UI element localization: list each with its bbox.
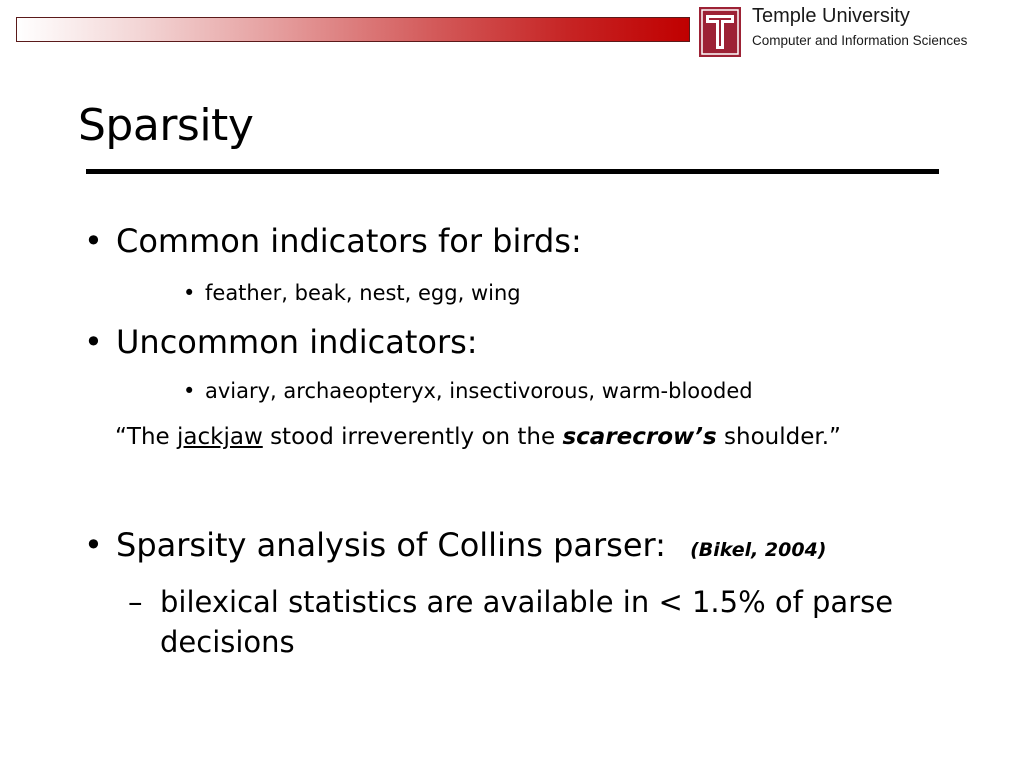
quote-close: shoulder.” — [716, 424, 841, 450]
bullet-collins-sparsity — [84, 526, 827, 564]
citation: (Bikel, 2004) — [690, 539, 827, 561]
bullet-text: aviary, archaeopteryx, insectivorous, warm-blooded — [205, 379, 753, 403]
quote-emphasis-suffix: s — [703, 424, 717, 450]
dash-text: bilexical statistics are available in < 1.5% of parse decisions — [160, 585, 894, 659]
bullet-text: feather, beak, nest, egg, wing — [205, 281, 521, 305]
institution-name: Temple University — [752, 5, 910, 27]
sub-bullet-uncommon-examples — [183, 379, 753, 403]
bullet-text: Common indicators for birds: — [116, 222, 582, 260]
header-gradient-bar — [16, 17, 690, 42]
bullet-text: Sparsity analysis of Collins parser: — [116, 526, 666, 564]
quote-emphasis-part: scarecrow — [562, 424, 695, 450]
bullet-common-indicators — [84, 222, 582, 260]
dash-marker: – — [128, 585, 143, 619]
title-underline-rule — [86, 169, 939, 174]
dash-item-bilexical — [128, 582, 960, 662]
quote-emphasis-apostrophe: ’ — [694, 424, 704, 450]
slide-title: Sparsity — [78, 100, 254, 151]
example-quote — [115, 424, 841, 450]
sub-bullet-common-examples — [183, 281, 521, 305]
quote-open: “The — [115, 424, 178, 450]
quote-underlined-word: jackjaw — [177, 424, 263, 450]
bullet-marker: • — [183, 281, 196, 305]
department-name: Computer and Information Sciences — [752, 33, 968, 48]
bullet-marker: • — [84, 526, 103, 564]
bullet-text: Uncommon indicators: — [116, 323, 478, 361]
bullet-marker: • — [84, 222, 103, 260]
bullet-uncommon-indicators — [84, 323, 478, 361]
quote-middle: stood irreverently on the — [262, 424, 563, 450]
quote-emphasis-word — [562, 424, 716, 450]
bullet-marker: • — [183, 379, 196, 403]
bullet-marker: • — [84, 323, 103, 361]
temple-t-logo-icon — [699, 7, 741, 57]
